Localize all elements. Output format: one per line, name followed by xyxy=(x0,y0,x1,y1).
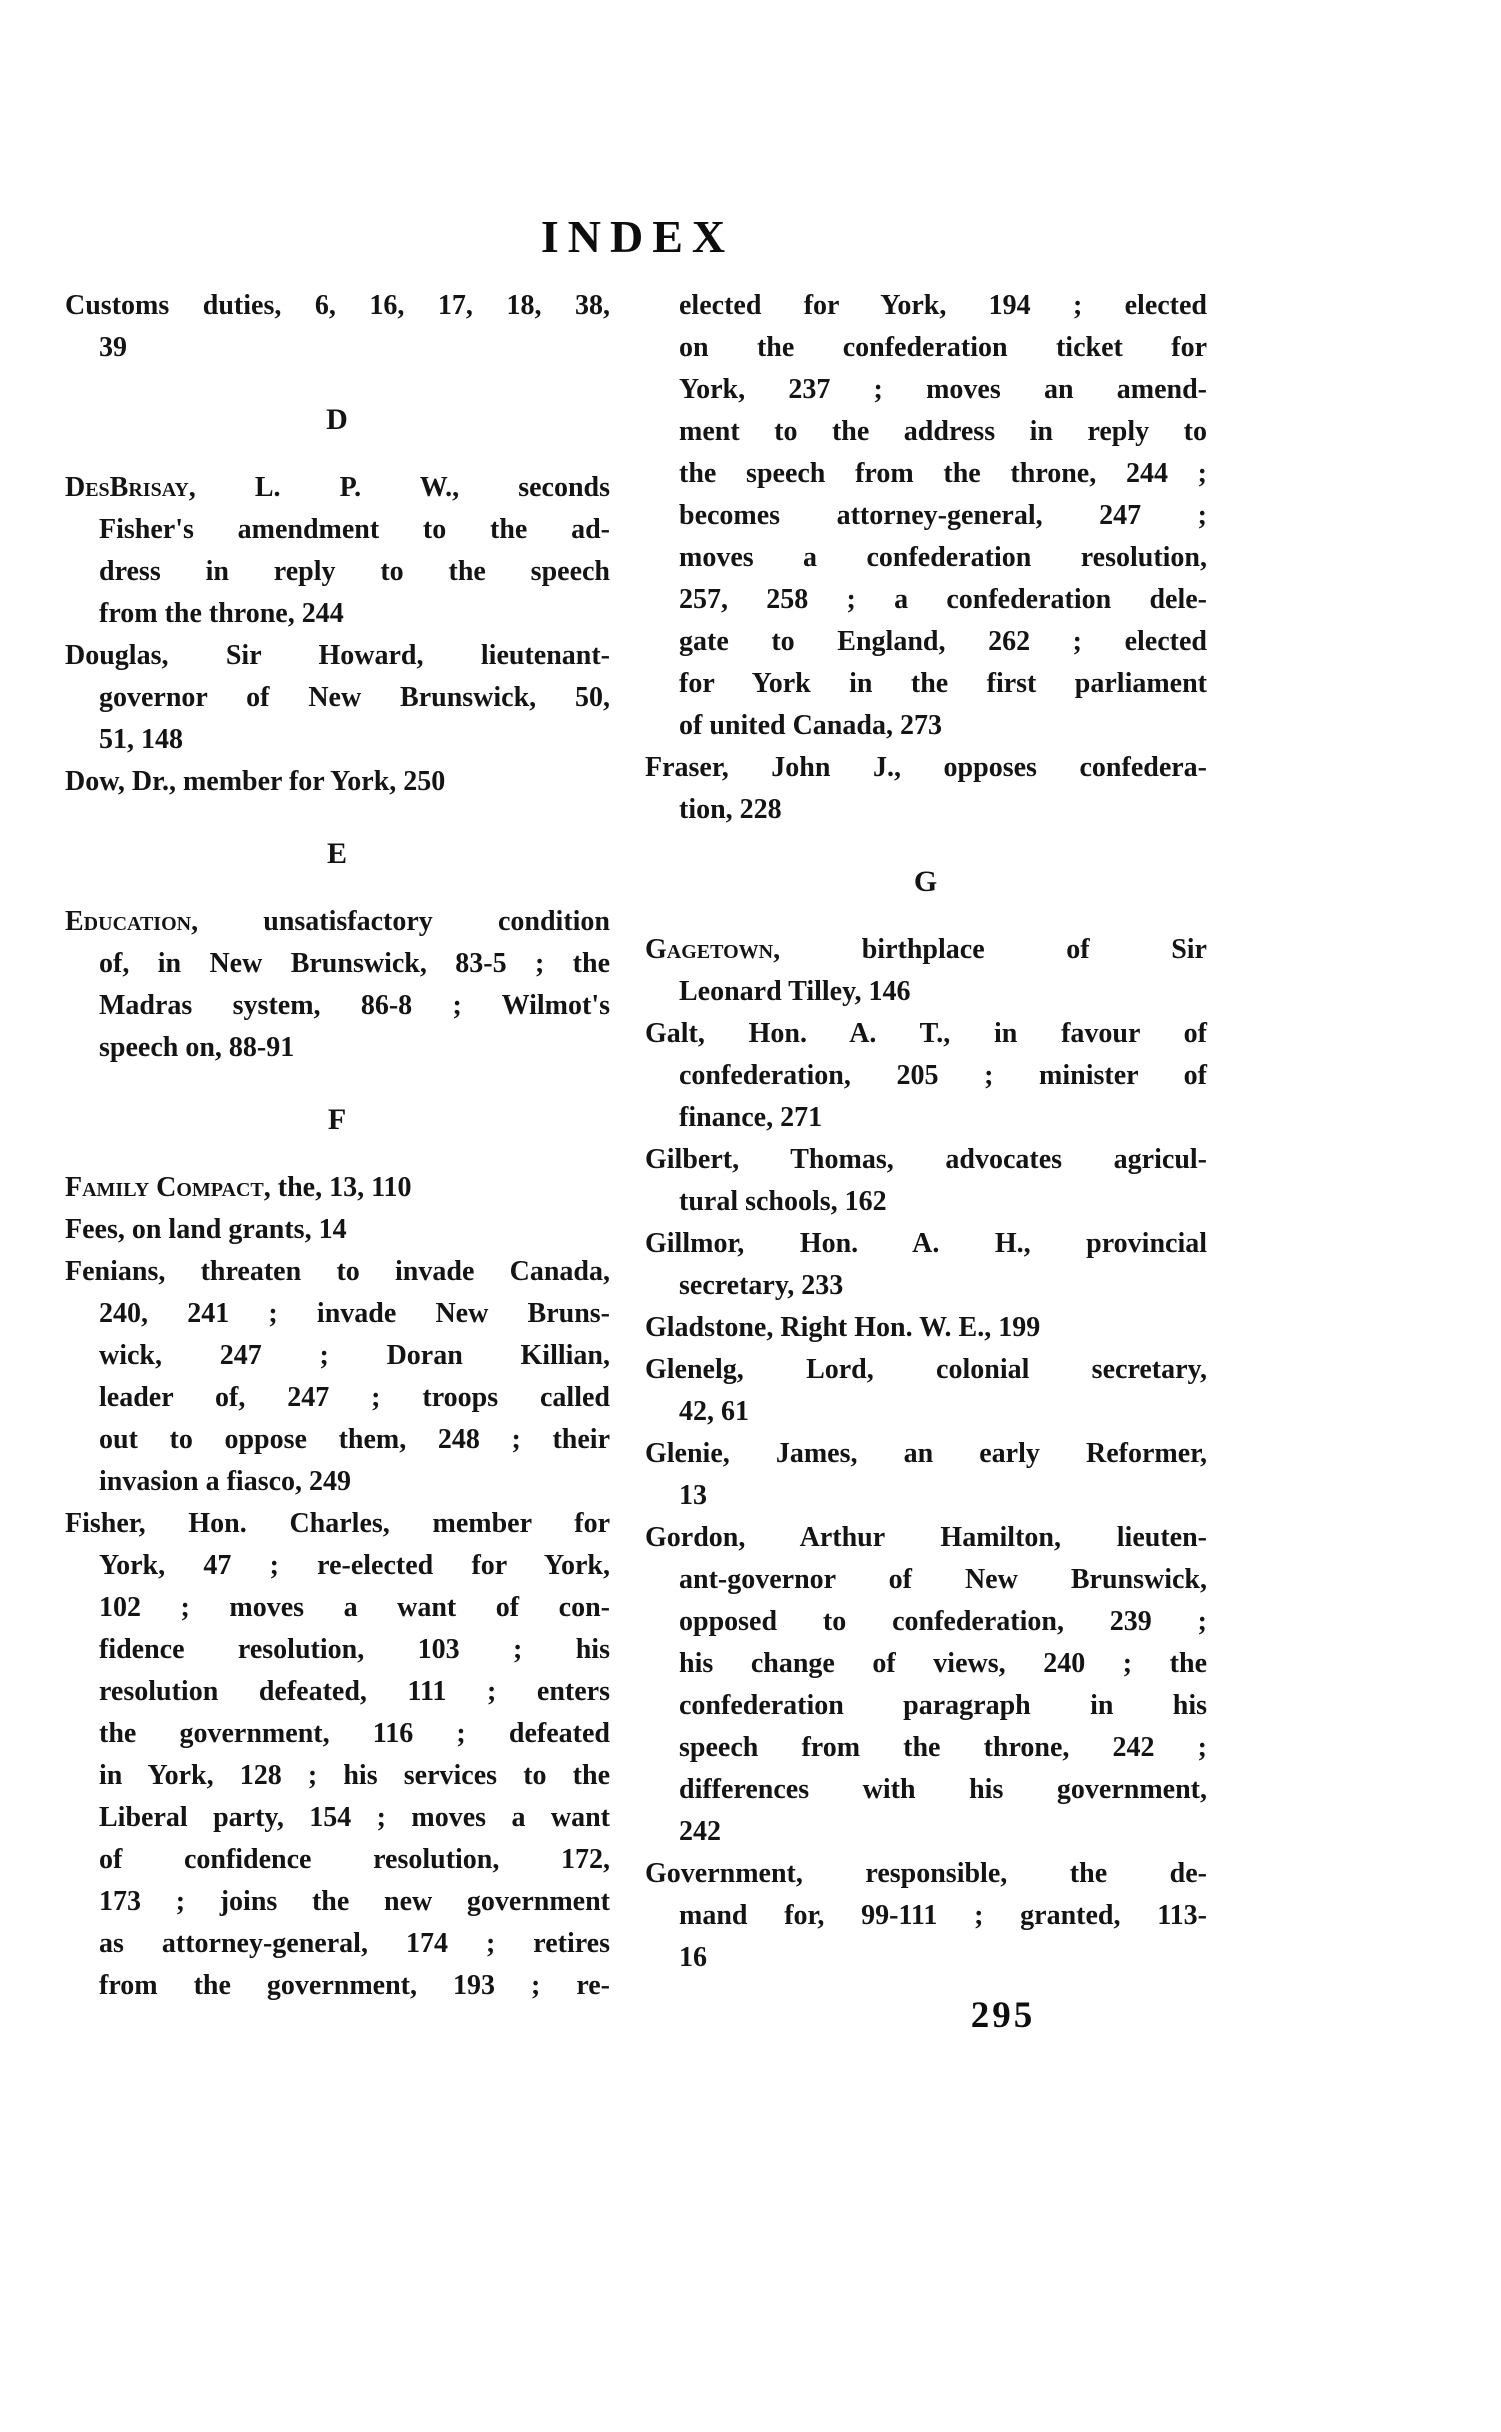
index-line: Gilbert, Thomas, advocates agricul- xyxy=(645,1144,1207,1175)
index-line: Dow, Dr., member for York, 250 xyxy=(65,766,446,797)
index-line: Gillmor, Hon. A. H., provincial xyxy=(645,1228,1207,1259)
small-caps-text: Family Compact xyxy=(65,1172,264,1203)
index-line: DesBrisay, L. P. W., seconds xyxy=(65,472,610,503)
section-heading: E xyxy=(326,837,348,870)
index-line: Fenians, threaten to invade Canada, xyxy=(65,1256,610,1287)
index-line: 39 xyxy=(99,332,127,363)
index-line: wick, 247 ; Doran Killian, xyxy=(99,1340,610,1371)
index-line: 13 xyxy=(679,1480,707,1511)
index-column-left xyxy=(65,285,610,2007)
index-line: Family Compact, the, 13, 110 xyxy=(65,1172,412,1203)
index-line: 240, 241 ; invade New Bruns- xyxy=(99,1298,610,1329)
index-line: the speech from the throne, 244 ; xyxy=(679,458,1207,489)
index-line: his change of views, 240 ; the xyxy=(679,1648,1207,1679)
page-number: 295 xyxy=(970,1995,1036,2036)
index-line: Galt, Hon. A. T., in favour of xyxy=(645,1018,1207,1049)
index-line: in York, 128 ; his services to the xyxy=(99,1760,610,1791)
small-caps-text: Education xyxy=(65,906,192,937)
index-line: finance, 271 xyxy=(679,1102,823,1133)
index-line: 51, 148 xyxy=(99,724,183,755)
index-line: Liberal party, 154 ; moves a want xyxy=(99,1802,610,1833)
index-line: 102 ; moves a want of con- xyxy=(99,1592,610,1623)
index-line: Education, unsatisfactory condition xyxy=(65,906,610,937)
index-line: 173 ; joins the new government xyxy=(99,1886,610,1917)
index-line: leader of, 247 ; troops called xyxy=(99,1382,610,1413)
index-line: ant-governor of New Brunswick, xyxy=(679,1564,1207,1595)
index-line: confederation, 205 ; minister of xyxy=(679,1060,1207,1091)
index-line: mand for, 99-111 ; granted, 113- xyxy=(679,1900,1207,1931)
index-line: for York in the first parliament xyxy=(679,668,1207,699)
index-line: Fraser, John J., opposes confedera- xyxy=(645,752,1207,783)
index-line: tural schools, 162 xyxy=(679,1186,887,1217)
index-line: Glenelg, Lord, colonial secretary, xyxy=(645,1354,1207,1385)
index-line: Fees, on land grants, 14 xyxy=(65,1214,347,1245)
index-line: out to oppose them, 248 ; their xyxy=(99,1424,610,1455)
index-column-right xyxy=(645,285,1207,1979)
index-line: gate to England, 262 ; elected xyxy=(679,626,1207,657)
index-line: 42, 61 xyxy=(679,1396,749,1427)
index-line: Douglas, Sir Howard, lieutenant- xyxy=(65,640,610,671)
index-line: ment to the address in reply to xyxy=(679,416,1207,447)
index-line: 242 xyxy=(679,1816,721,1847)
index-line: Gordon, Arthur Hamilton, lieuten- xyxy=(645,1522,1207,1553)
section-heading: D xyxy=(326,403,349,436)
index-line: 16 xyxy=(679,1942,707,1973)
index-line: tion, 228 xyxy=(679,794,782,825)
index-line: speech on, 88-91 xyxy=(99,1032,295,1063)
index-line: Gladstone, Right Hon. W. E., 199 xyxy=(645,1312,1041,1343)
index-line: governor of New Brunswick, 50, xyxy=(99,682,610,713)
index-line: on the confederation ticket for xyxy=(679,332,1207,363)
index-line: the government, 116 ; defeated xyxy=(99,1718,610,1749)
index-line: as attorney-general, 174 ; retires xyxy=(99,1928,610,1959)
section-heading: F xyxy=(327,1103,348,1136)
small-caps-text: DesBrisay xyxy=(65,472,189,503)
index-line: resolution defeated, 111 ; enters xyxy=(99,1676,610,1707)
small-caps-text: Gagetown xyxy=(645,934,774,965)
index-line: of united Canada, 273 xyxy=(679,710,942,741)
index-line: elected for York, 194 ; elected xyxy=(679,290,1207,321)
index-line: secretary, 233 xyxy=(679,1270,844,1301)
index-line: of, in New Brunswick, 83-5 ; the xyxy=(99,948,610,979)
index-line: Government, responsible, the de- xyxy=(645,1858,1207,1889)
index-line: 257, 258 ; a confederation dele- xyxy=(679,584,1207,615)
index-line: becomes attorney-general, 247 ; xyxy=(679,500,1207,531)
index-line: differences with his government, xyxy=(679,1774,1207,1805)
index-line: moves a confederation resolution, xyxy=(679,542,1207,573)
index-line: York, 237 ; moves an amend- xyxy=(679,374,1207,405)
index-line: Glenie, James, an early Reformer, xyxy=(645,1438,1207,1469)
section-heading: G xyxy=(913,865,939,898)
index-line: of confidence resolution, 172, xyxy=(99,1844,610,1875)
index-line: from the government, 193 ; re- xyxy=(99,1970,610,2001)
index-line: Leonard Tilley, 146 xyxy=(679,976,911,1007)
index-line: speech from the throne, 242 ; xyxy=(679,1732,1207,1763)
index-line: Fisher, Hon. Charles, member for xyxy=(65,1508,610,1539)
index-line: Customs duties, 6, 16, 17, 18, 38, xyxy=(65,290,610,321)
index-line: opposed to confederation, 239 ; xyxy=(679,1606,1207,1637)
index-line: dress in reply to the speech xyxy=(99,556,610,587)
index-line: York, 47 ; re-elected for York, xyxy=(99,1550,610,1581)
index-line: confederation paragraph in his xyxy=(679,1690,1207,1721)
index-line: Madras system, 86-8 ; Wilmot's xyxy=(99,990,610,1021)
index-line: from the throne, 244 xyxy=(99,598,344,629)
index-line: Fisher's amendment to the ad- xyxy=(99,514,610,545)
index-line: Gagetown, birthplace of Sir xyxy=(645,934,1207,965)
page-title: INDEX xyxy=(540,211,735,262)
index-line: invasion a fiasco, 249 xyxy=(99,1466,352,1497)
index-line: fidence resolution, 103 ; his xyxy=(99,1634,610,1665)
